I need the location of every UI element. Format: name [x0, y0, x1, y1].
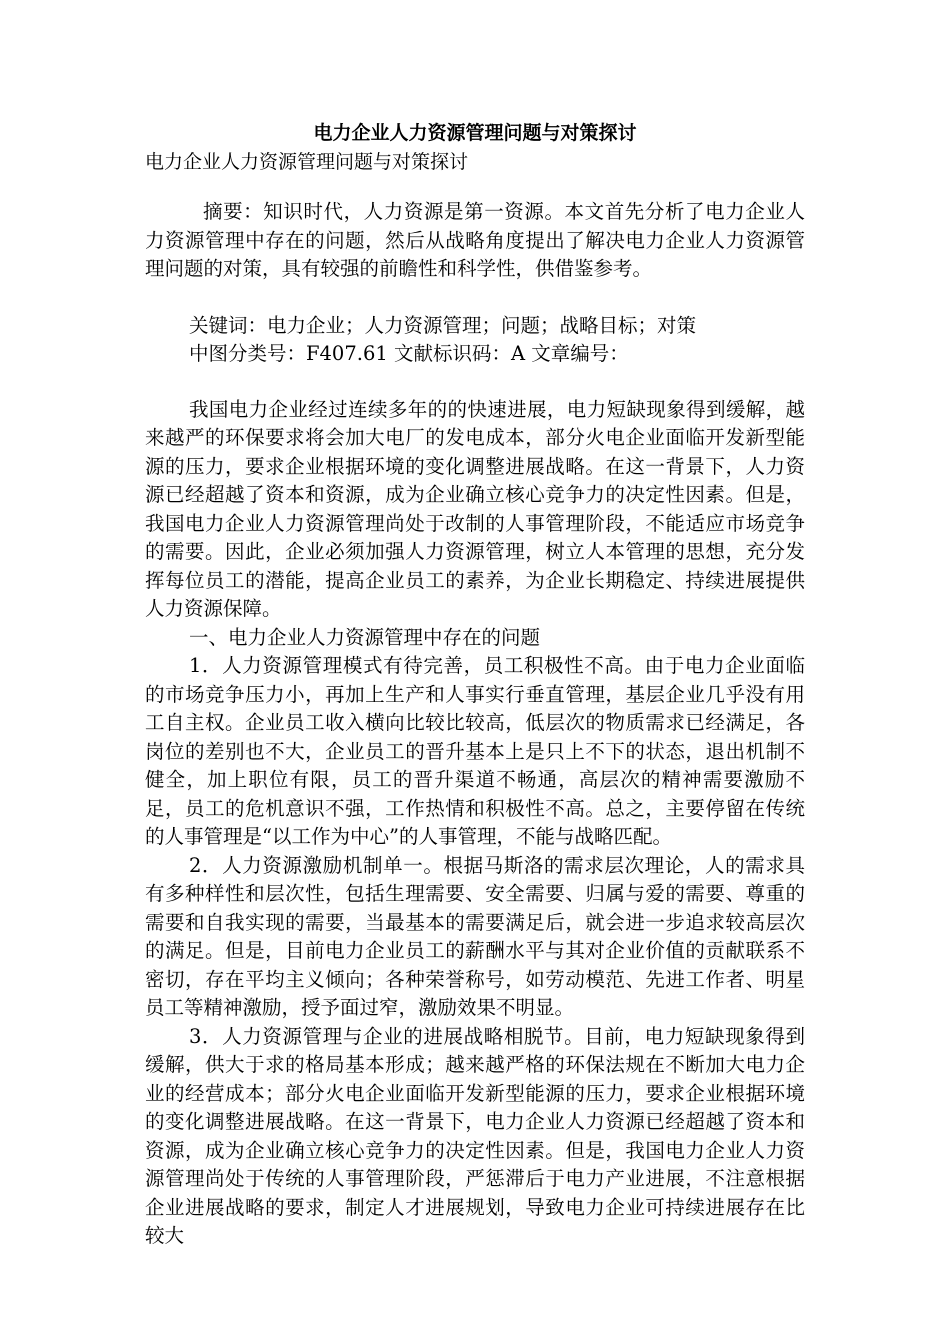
- body-paragraph: 3．人力资源管理与企业的进展战略相脱节。目前，电力短缺现象得到缓解，供大于求的格局基本形成；越来越严格的环保法规在不断加大电力企业的经营成本；部分火电企业面临开发新型能源的压力，要求企业根据环境的变化调整进展战略。在这一背景下，电力企业人力资源已经超越了资本和资源，成为企业确立核心竞争力的决定性因素。但是，我国电力企业人力资源管理尚处于传统的人事管理阶段，严惩滞后于电力产业进展，不注意根据企业进展战略的要求，制定人才进展规划，导致电力企业可持续进展存在比较大: [145, 1024, 805, 1247]
- document-title: 电力企业人力资源管理问题与对策探讨: [313, 122, 637, 144]
- section-heading: 一、电力企业人力资源管理中存在的问题: [189, 625, 541, 649]
- document-page: [145, 118, 805, 1251]
- document-subtitle: 电力企业人力资源管理问题与对策探讨: [145, 151, 469, 173]
- abstract-paragraph: 摘要：知识时代，人力资源是第一资源。本文首先分析了电力企业人力资源管理中存在的问题，然后从战略角度提出了解决电力企业人力资源管理问题的对策，具有较强的前瞻性和科学性，供借鉴参考。: [145, 200, 805, 280]
- body-paragraph: 我国电力企业经过连续多年的的快速进展，电力短缺现象得到缓解，越来越严的环保要求将会加大电厂的发电成本，部分火电企业面临开发新型能源的压力，要求企业根据环境的变化调整进展战略。在这一背景下，人力资源已经超越了资本和资源，成为企业确立核心竞争力的决定性因素。但是，我国电力企业人力资源管理尚处于改制的人事管理阶段，不能适应市场竞争的需要。因此，企业必须加强人力资源管理，树立人本管理的思想，充分发挥每位员工的潜能，提高企业员工的素养，为企业长期稳定、持续进展提供人力资源保障。: [145, 397, 805, 620]
- body-paragraph: 1．人力资源管理模式有待完善，员工积极性不高。由于电力企业面临的市场竞争压力小，再加上生产和人事实行垂直管理，基层企业几乎没有用工自主权。企业员工收入横向比较比较高，低层次的物质需求已经满足，各岗位的差别也不大，企业员工的晋升基本上是只上不下的状态，退出机制不健全，加上职位有限，员工的晋升渠道不畅通，高层次的精神需要激励不足，员工的危机意识不强，工作热情和积极性不高。总之，主要停留在传统的人事管理是“以工作为中心”的人事管理，不能与战略匹配。: [145, 654, 805, 848]
- keywords-line: 关键词：电力企业；人力资源管理；问题；战略目标；对策: [189, 313, 697, 337]
- body-paragraph: 2．人力资源激励机制单一。根据马斯洛的需求层次理论，人的需求具有多种样性和层次性，包括生理需要、安全需要、归属与爱的需要、尊重的需要和自我实现的需要，当最基本的需要满足后，就会进一步追求较高层次的满足。但是，目前电力企业员工的薪酬水平与其对企业价值的贡献联系不密切，存在平均主义倾向；各种荣誉称号，如劳动模范、先进工作者、明星员工等精神激励，授予面过窄，激励效果不明显。: [145, 853, 805, 1019]
- classification-line: 中图分类号：F407.61 文献标识码：A 文章编号：: [189, 341, 629, 365]
